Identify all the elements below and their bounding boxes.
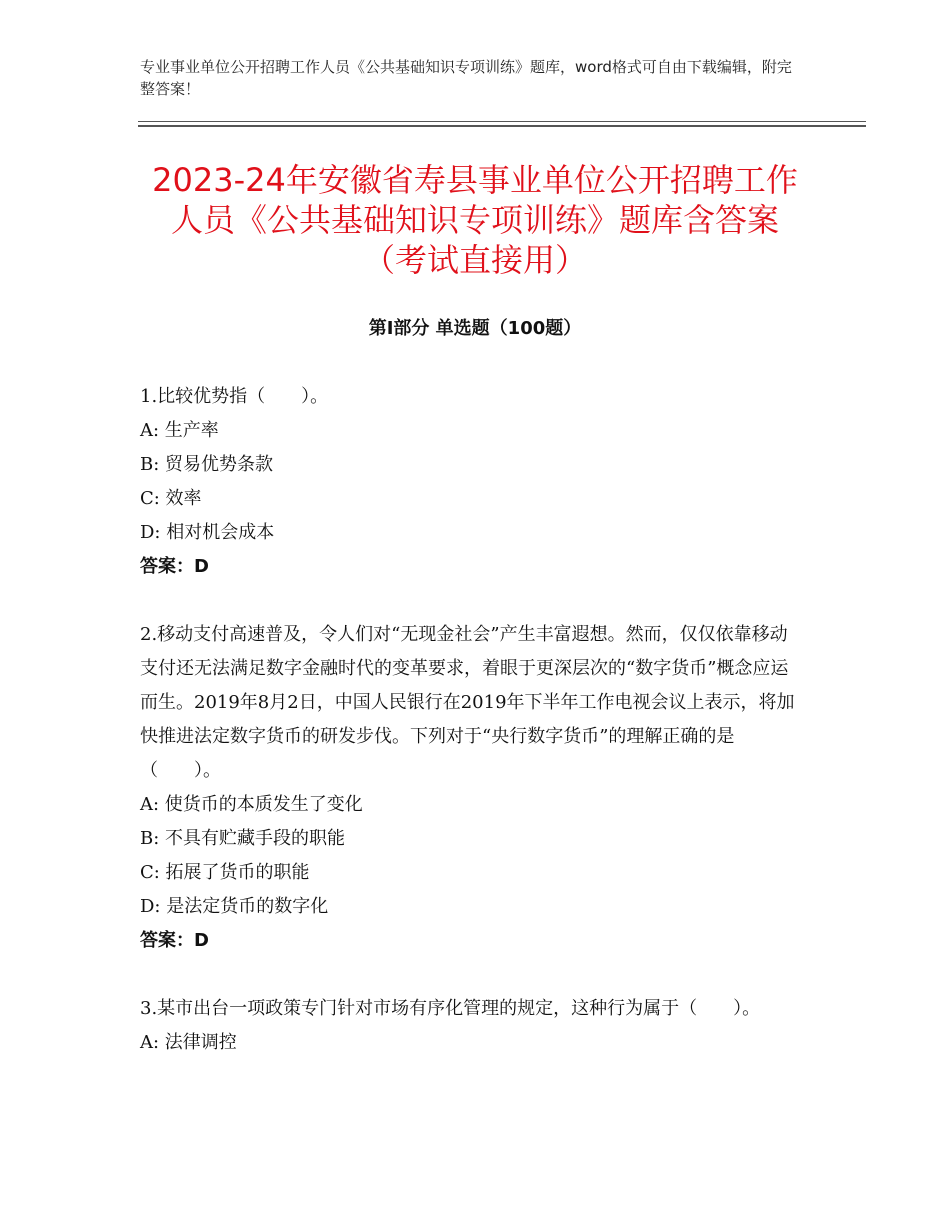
answer: 答案：D: [140, 930, 209, 951]
document-title: 2023-24年安徽省寿县事业单位公开招聘工作人员《公共基础知识专项训练》题库含答案（考试直接用）: [152, 161, 798, 279]
option-d: D: 相对机会成本: [140, 522, 275, 543]
option-b: B: 不具有贮藏手段的职能: [140, 828, 346, 849]
question-list: [140, 380, 805, 1094]
option-a: A: 使货币的本质发生了变化: [140, 794, 363, 815]
question-stem: 2.移动支付高速普及，令人们对“无现金社会”产生丰富遐想。然而，仅仅依靠移动支付还无法满足数字金融时代的变革要求，着眼于更深层次的“数字货币”概念应运而生。2019年8月2日，中国人民银行在2019年下半年工作电视会议上表示，将加快推进法定数字货币的研发步伐。下列对于“央行数字货币”的理解正确的是（ ）。: [140, 624, 795, 781]
option-b: B: 贸易优势条款: [140, 454, 274, 475]
option-d: D: 是法定货币的数字化: [140, 896, 329, 917]
option-c: C: 拓展了货币的职能: [140, 862, 310, 883]
question-3: [140, 992, 805, 1060]
question-stem: 1.比较优势指（ ）。: [140, 386, 329, 407]
answer: 答案：D: [140, 556, 209, 577]
question-2: [140, 618, 805, 958]
option-a: A: 法律调控: [140, 1032, 237, 1053]
option-c: C: 效率: [140, 488, 202, 509]
section-heading: 第Ⅰ部分 单选题（100题）: [368, 318, 582, 339]
header-note: 专业事业单位公开招聘工作人员《公共基础知识专项训练》题库，word格式可自由下载编辑，附完整答案！: [140, 58, 792, 98]
header-divider-thin: [138, 121, 866, 122]
question-1: [140, 380, 805, 584]
question-stem: 3.某市出台一项政策专门针对市场有序化管理的规定，这种行为属于（ ）。: [140, 998, 761, 1019]
header-divider-thick: [138, 125, 866, 127]
option-a: A: 生产率: [140, 420, 219, 441]
